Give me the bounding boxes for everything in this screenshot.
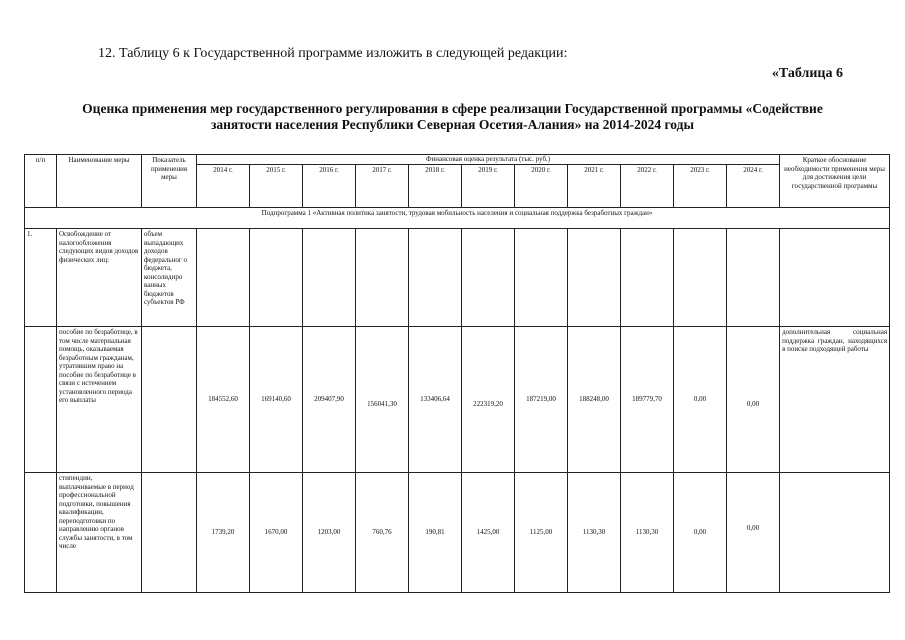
header-year: 2017 г.	[356, 164, 409, 208]
row-value: 222319,20	[462, 327, 515, 473]
title-line-1: Оценка применения мер государственного регулирования в сфере реализации Государственной программы «Содействие	[82, 101, 823, 116]
row-value	[303, 229, 356, 327]
row-value	[515, 229, 568, 327]
row-value: 1130,30	[568, 473, 621, 593]
row-value	[462, 229, 515, 327]
header-year: 2023 г.	[674, 164, 727, 208]
header-year: 2022 г.	[621, 164, 674, 208]
row-value: 1670,00	[250, 473, 303, 593]
row-name: пособие по безработице, в том числе материальная помощь, оказываемая безработным гражданам, утратившим право на пособие по безработице в связи с истечением установленного периода его выплаты	[57, 327, 142, 473]
row-value: 133406,64	[409, 327, 462, 473]
header-year: 2024 г.	[727, 164, 780, 208]
row-value	[621, 229, 674, 327]
row-value	[356, 229, 409, 327]
row-name: стипендии, выплачиваемые в период профессиональной подготовки, повышения квалификации, переподготовки по направлению органов службы занятости, в том числе	[57, 473, 142, 593]
row-value: 760,76	[356, 473, 409, 593]
row-value: 0,00	[727, 327, 780, 473]
row-value: 0,00	[727, 473, 780, 593]
regulation-table	[24, 154, 890, 593]
header-year: 2014 г.	[197, 164, 250, 208]
row-value: 156041,30	[356, 327, 409, 473]
row-value: 188248,00	[568, 327, 621, 473]
row-num	[25, 473, 57, 593]
row-value	[727, 229, 780, 327]
row-value: 1203,00	[303, 473, 356, 593]
header-indicator: Показатель применения меры	[142, 155, 197, 208]
row-indicator	[142, 473, 197, 593]
row-num: 1.	[25, 229, 57, 327]
row-value: 1130,30	[621, 473, 674, 593]
header-year: 2020 г.	[515, 164, 568, 208]
header-rationale: Краткое обоснование необходимости применения меры для достижения цели государственной программы	[780, 155, 890, 208]
header-num: п/п	[25, 155, 57, 208]
intro-text: 12. Таблицу 6 к Государственной программе изложить в следующей редакции:	[98, 46, 568, 61]
header-row-1	[25, 155, 890, 165]
row-value: 1425,00	[462, 473, 515, 593]
row-value	[674, 229, 727, 327]
row-value: 1739,20	[197, 473, 250, 593]
header-year: 2016 г.	[303, 164, 356, 208]
row-value: 187219,00	[515, 327, 568, 473]
header-year: 2021 г.	[568, 164, 621, 208]
header-name: Наименование меры	[57, 155, 142, 208]
row-value: 189779,70	[621, 327, 674, 473]
table-row	[25, 229, 890, 327]
row-value: 169140,60	[250, 327, 303, 473]
table-row	[25, 473, 890, 593]
row-value: 0,00	[674, 473, 727, 593]
row-rationale: дополнительная социальная поддержка граждан, находящихся в поиске подходящей работы	[780, 327, 890, 473]
row-value	[409, 229, 462, 327]
title-line-2: занятости населения Республики Северная Осетия-Алания» на 2014-2024 годы	[210, 117, 695, 132]
row-num	[25, 327, 57, 473]
row-rationale	[780, 473, 890, 593]
document-title	[0, 101, 905, 133]
row-indicator	[142, 327, 197, 473]
header-finance: Финансовая оценка результата (тыс. руб.)	[197, 155, 780, 165]
header-year: 2019 г.	[462, 164, 515, 208]
row-value: 1125,00	[515, 473, 568, 593]
table-row	[25, 327, 890, 473]
row-value	[568, 229, 621, 327]
row-value: 0,00	[674, 327, 727, 473]
header-year: 2015 г.	[250, 164, 303, 208]
subprogram-title: Подпрограмма 1 «Активная политика занятости, трудовая мобильность населения и социальная поддержка безработных граждан»	[25, 208, 890, 229]
row-rationale	[780, 229, 890, 327]
subprogram-row	[25, 208, 890, 229]
table-label: «Таблица 6	[771, 66, 843, 81]
row-value: 209407,90	[303, 327, 356, 473]
row-value	[197, 229, 250, 327]
row-indicator: объем выпадающих доходов федеральног о бюджета, консолидиро ванных бюджетов субъектов РФ	[142, 229, 197, 327]
row-name: Освобождение от налогообложения следующих видов доходов физических лиц:	[57, 229, 142, 327]
row-value	[250, 229, 303, 327]
row-value: 190,81	[409, 473, 462, 593]
row-value: 184552,60	[197, 327, 250, 473]
header-year: 2018 г.	[409, 164, 462, 208]
